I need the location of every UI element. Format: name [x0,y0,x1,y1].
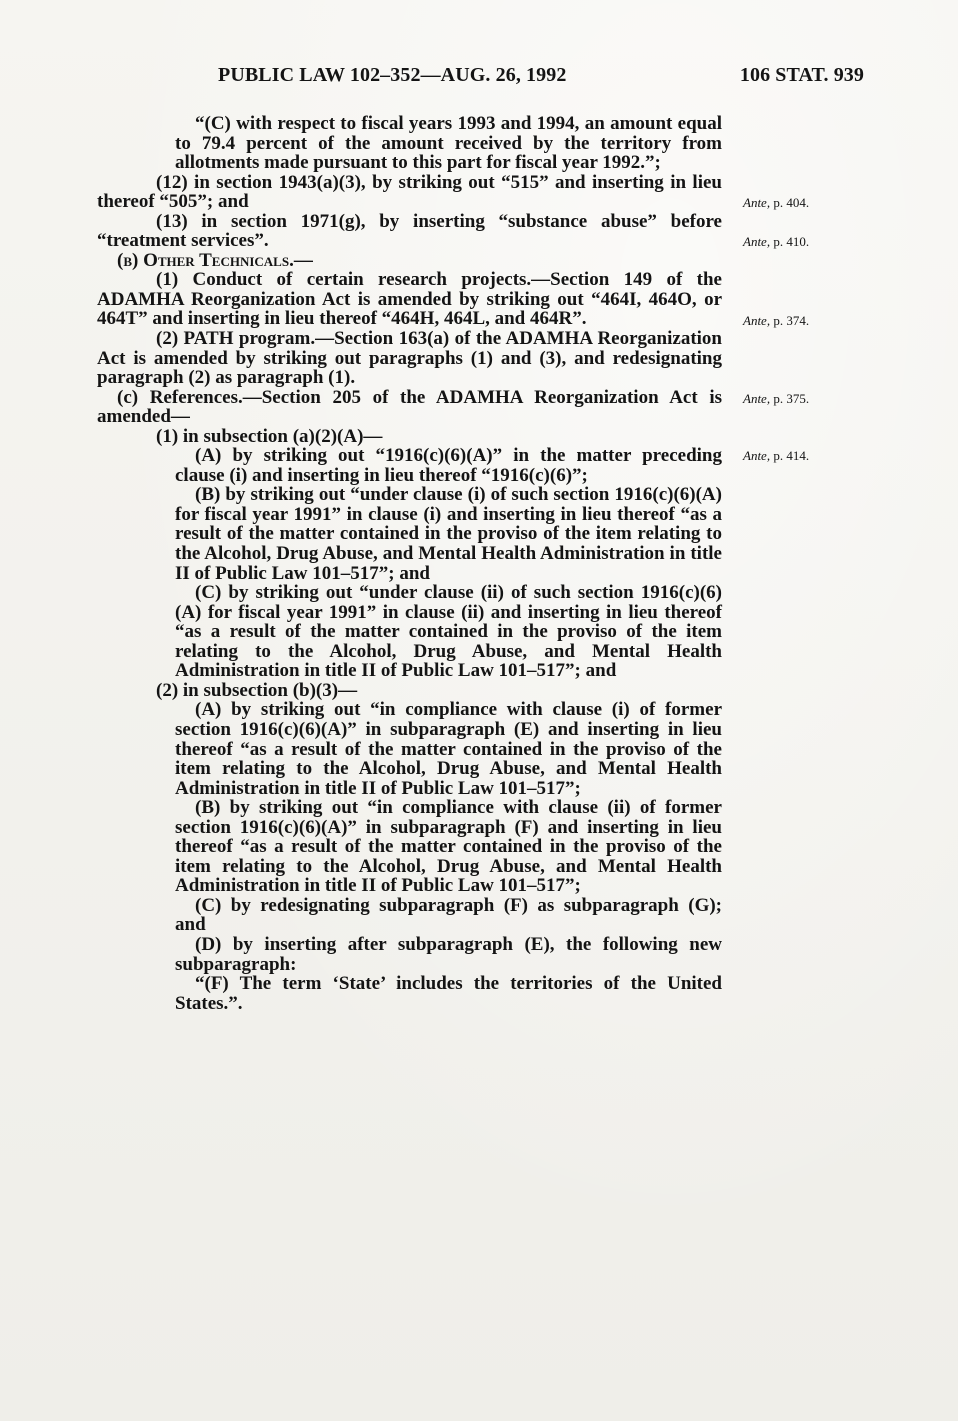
margin-note-375: Ante, p. 375. [743,391,810,406]
new-subparagraph-f: “(F) The term ‘State’ includes the territories of the United States.”. [175,973,722,1014]
subparagraph-c1-a: (A) by striking out “1916(c)(6)(A)” in the matter preceding clause (i) and inserting in lieu thereof “1916(c)(6)”; [175,445,722,486]
subparagraph-c1-b: (B) by striking out “under clause (i) of such section 1916(c)(6)(A) for fiscal year 1991” in clause (i) and inserting in lieu thereof “as a result of the matter contained in the proviso of the item relating to the Alcohol, Drug Abuse, and Mental Health Administration in title II of Public Law 101–517”; and [175,484,722,584]
paragraph-c2: (2) in subsection (b)(3)— [156,679,358,701]
paragraph-c1: (1) in subsection (a)(2)(A)— [156,425,383,447]
subparagraph-c-fiscal-years: “(C) with respect to fiscal years 1993 and 1994, an amount equal to 79.4 percent of the amount received by the territory from allotments made pursuant to this part for fiscal year 1992.”; [175,113,722,174]
margin-note-404: Ante, p. 404. [743,195,810,210]
paragraph-b2-path-program: (2) PATH program.—Section 163(a) of the ADAMHA Reorganization Act is amended by striking out paragraphs (1) and (3), and redesignating paragraph (2) as paragraph (1). [97,328,722,389]
subsection-b-heading: (b) Other Technicals.— [117,249,313,271]
paragraph-13: (13) in section 1971(g), by inserting “substance abuse” before “treatment services”. [97,210,722,252]
header-statute-page: 106 STAT. 939 [739,64,864,86]
subsection-c-references: (c) References.—Section 205 of the ADAMHA Reorganization Act is amended— [97,386,722,428]
margin-note-414: Ante, p. 414. [743,448,810,463]
statute-body [97,114,722,1013]
paragraph-b1-research-projects: (1) Conduct of certain research projects.—Section 149 of the ADAMHA Reorganization Act is amended by striking out “464I, 464O, or 464T” and inserting in lieu thereof “464H, 464L, and 464R”. [97,269,722,330]
margin-note-374: Ante, p. 374. [743,313,810,328]
subparagraph-c2-a: (A) by striking out “in compliance with clause (i) of former section 1916(c)(6)(A)” in subparagraph (E) and inserting in lieu thereof “as a result of the matter contained in the proviso of the item relating to the Alcohol, Drug Abuse, and Mental Health Administration in title II of Public Law 101–517”; [175,699,722,799]
subparagraph-c2-c: (C) by redesignating subparagraph (F) as subparagraph (G); and [175,894,722,936]
page-header [218,64,864,92]
header-citation: PUBLIC LAW 102–352—AUG. 26, 1992 [218,64,567,86]
subparagraph-c2-b: (B) by striking out “in compliance with clause (ii) of former section 1916(c)(6)(A)” in subparagraph (F) and inserting in lieu thereof “as a result of the matter contained in the proviso of the item relating to the Alcohol, Drug Abuse, and Mental Health Administration in title II of Public Law 101–517”; [175,797,722,897]
subparagraph-c1-c: (C) by striking out “under clause (ii) of such section 1916(c)(6)(A) for fiscal year 1991” in clause (ii) and inserting in lieu thereof “as a result of the matter contained in the proviso of the item relating to the Alcohol, Drug Abuse, and Mental Health Administration in title II of Public Law 101–517”; and [175,582,722,682]
margin-note-410: Ante, p. 410. [743,234,810,249]
subparagraph-c2-d: (D) by inserting after subparagraph (E), the following new subparagraph: [175,933,722,975]
paragraph-12: (12) in section 1943(a)(3), by striking out “515” and inserting in lieu thereof “505”; and [97,171,722,213]
